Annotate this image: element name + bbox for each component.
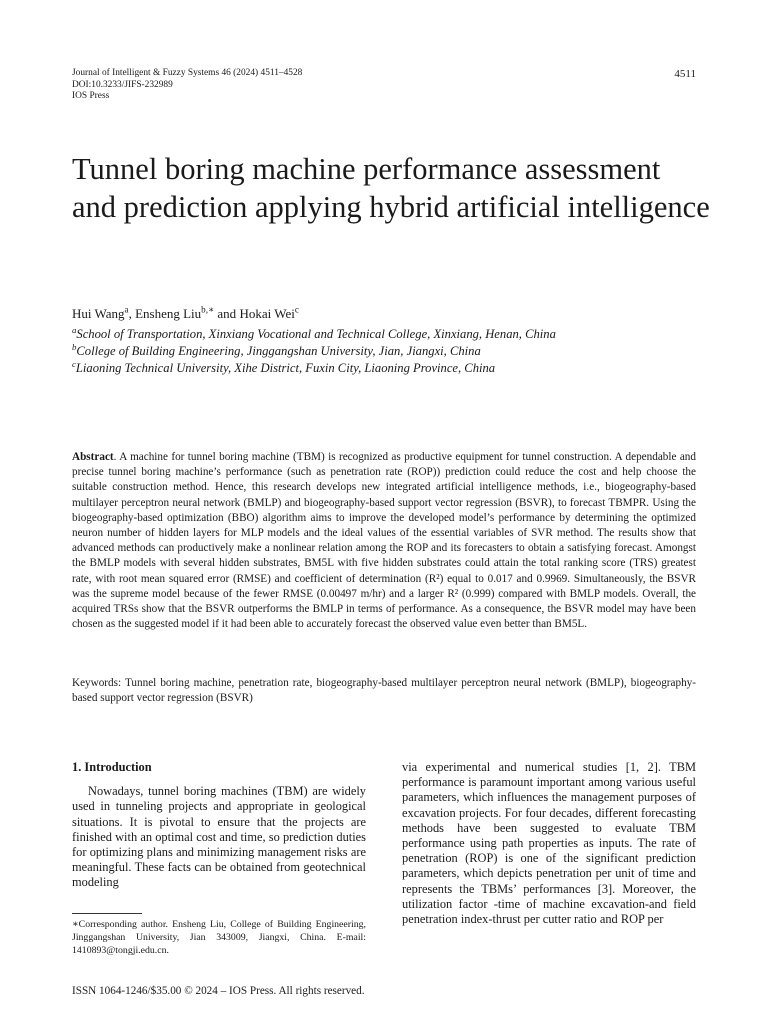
abstract-text: . A machine for tunnel boring machine (TBM) is recognized as productive equipment for tunnel construction. A dependable and precise tunnel boring machine’s performance (such as penetration rate (ROP)) prediction could reduce the cost and help choose the suitable construction method. Hence, this research develops new integrated artificial intelligence methods, i.e., biogeography-based multilayer perceptron neural network (BMLP) and biogeography-based support vector regression (BSVR), to forecast TBMPR. Using the biogeography-based optimization (BBO) algorithm aims to improve the developed model’s performance by determining the optimized neuron number of hidden layers for MLP models and the ideal values of the essential variables of SVR method. The results show that advanced methods can productively make a nonlinear relation among the ROP and its forecasters to obtain a satisfying forecast. Amongst the BMLP models with several hidden substrates, BM5L with five hidden substrates could attain the total ranking score (TRS) greatest rate, with root mean squared error (RMSE) and coefficient of determination (R²) equal to 0.017 and 0.9969. Simultaneously, the BSVR was the supreme model because of the fewer RMSE (0.00497 m/hr) and a larger R² (0.999) compared with BMLP models. Overall, the acquired TRSs show that the BSVR outperforms the BMLP in terms of performance. As a consequence, the BSVR model may have been chosen as the suggested model if it had been able to accurately forecast the observed value even better than BM5L. — [72, 451, 696, 631]
footnote: ∗Corresponding author. Ensheng Liu, College of Building Engineering, Jinggangshan University, Jian 343009, Jiangxi, China. E-mail: 1410893@tongji.edu.cn. — [72, 919, 366, 956]
keywords: Keywords: Tunnel boring machine, penetration rate, biogeography-based multilayer perceptron neural network (BMLP), biogeography-based support vector regression (BSVR) — [72, 677, 696, 705]
left-column — [72, 760, 366, 891]
journal-header — [72, 68, 302, 103]
author-name: Hui Wang — [72, 306, 125, 321]
publisher: IOS Press — [72, 91, 110, 101]
author-name: Hokai Wei — [239, 306, 295, 321]
author-affiliation-mark: c — [294, 304, 299, 315]
page-number: 4511 — [674, 68, 696, 80]
doi: DOI:10.3233/JIFS-232989 — [72, 79, 173, 90]
affiliation-mark: a — [72, 324, 77, 335]
affiliation-mark: c — [72, 358, 76, 369]
affiliation-text: School of Transportation, Xinxiang Vocational and Technical College, Xinxiang, Henan, China — [76, 327, 556, 341]
paper-title: Tunnel boring machine performance assessment and prediction applying hybrid artificial intelligence — [72, 152, 710, 224]
affiliation-list — [72, 326, 556, 377]
affiliation — [72, 326, 556, 343]
author-name: Ensheng Liu — [135, 306, 202, 321]
affiliation — [72, 360, 556, 377]
intro-paragraph: Nowadays, tunnel boring machines (TBM) are widely used in tunneling projects and appropriate in geological situations. It is pivotal to ensure that the projects are finished with an optimal cost and time, so prediction duties for optimizing plans and minimizing management risks are meaningful. These facts can be obtained from geotechnical modeling — [72, 784, 366, 890]
affiliation-mark: b — [72, 341, 77, 352]
affiliation — [72, 343, 556, 360]
author-affiliation-mark: b,∗ — [201, 304, 215, 315]
author-separator: and — [214, 306, 240, 321]
affiliation-text: College of Building Engineering, Jinggangshan University, Jian, Jiangxi, China — [76, 344, 481, 358]
intro-paragraph-continued: via experimental and numerical studies [1, 2]. TBM performance is paramount important among various useful parameters, which influences the management purposes of excavation projects. For four decades, different forecasting methods have been suggested to evaluate TBM performance using path properties as inputs. The rate of penetration (ROP) is one of the significant prediction parameters, which depicts penetration per unit of time and represents the TBMs’ performances [3]. Moreover, the utilization factor -time of machine excavation-and field penetration index-thrust per cutter ratio and ROP per — [402, 760, 696, 927]
author-list — [72, 306, 299, 322]
issn-line: ISSN 1064-1246/$35.00 © 2024 – IOS Press. All rights reserved. — [72, 985, 365, 997]
abstract — [72, 450, 696, 632]
abstract-label: Abstract — [72, 451, 114, 463]
footnote-rule — [72, 913, 142, 914]
affiliation-text: Liaoning Technical University, Xihe District, Fuxin City, Liaoning Province, China — [75, 361, 496, 375]
right-column — [402, 760, 696, 927]
journal-citation: Journal of Intelligent & Fuzzy Systems 46 (2024) 4511–4528 — [72, 68, 303, 78]
section-heading: 1. Introduction — [72, 760, 152, 774]
author-separator: , — [128, 306, 136, 321]
author-affiliation-mark: a — [124, 304, 129, 315]
